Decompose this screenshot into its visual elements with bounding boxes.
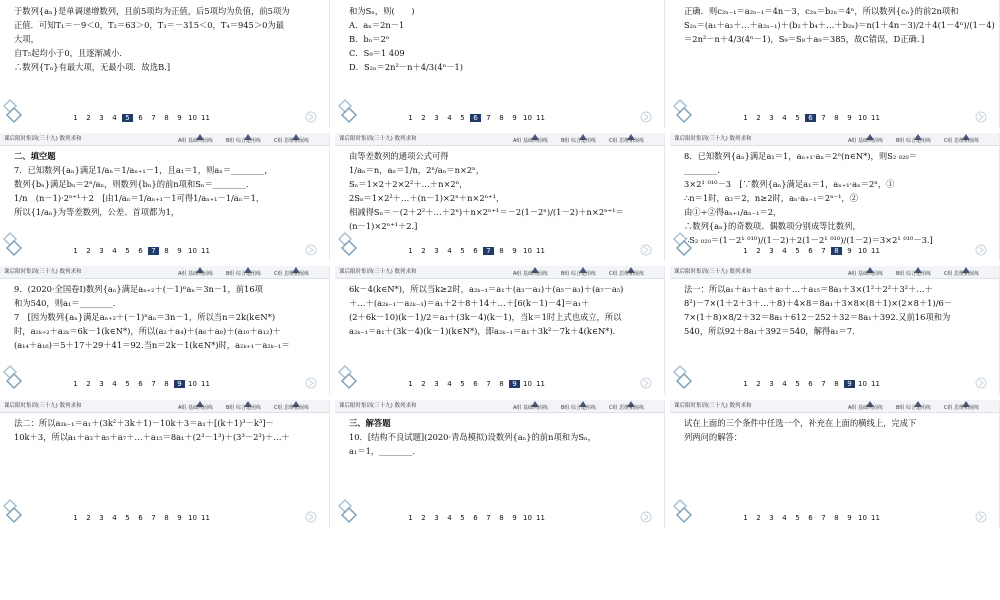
tab-a[interactable]: A组 基础巩固练 <box>513 138 549 144</box>
page-number[interactable]: 5 <box>125 380 130 388</box>
slide-header <box>670 266 999 279</box>
tab-c[interactable]: C组 思维拓展练 <box>944 271 980 277</box>
page-number[interactable]: 10 <box>858 514 867 522</box>
page-number[interactable]: 5 <box>460 380 465 388</box>
slide-header <box>0 266 329 279</box>
page-number[interactable]: 2 <box>421 247 426 255</box>
page-number[interactable]: 8 <box>831 247 842 255</box>
nav-arrows-icon[interactable] <box>283 110 323 124</box>
lesson-label: 课后限时集训(三十九) 数列求和 <box>674 403 752 409</box>
slide-header <box>670 400 999 413</box>
page-navigator <box>740 114 883 122</box>
page-number[interactable]: 11 <box>871 514 880 522</box>
page-number[interactable]: 9 <box>512 247 517 255</box>
page-number[interactable]: 3 <box>769 247 774 255</box>
page-number[interactable]: 10 <box>188 114 197 122</box>
text-line: ________． <box>684 165 726 175</box>
text-line: 正确．则c₂ₙ₋₁＝a₂ₙ₋₁＝4n－3，c₂ₙ＝b₂ₙ＝4ⁿ，所以数列{cₙ}的前2n项和 <box>684 6 959 16</box>
tab-a[interactable]: A组 基础巩固练 <box>513 405 549 411</box>
page-number[interactable]: 1 <box>743 114 748 122</box>
text-line: 540，所以92＋8a₁＋392＝540，解得a₁＝7. <box>684 326 855 336</box>
page-number[interactable]: 4 <box>112 247 117 255</box>
slide-header <box>335 133 664 146</box>
page-number[interactable]: 9 <box>512 514 517 522</box>
slide-text <box>684 149 993 247</box>
page-number[interactable]: 10 <box>858 247 867 255</box>
text-line: D．S₂ₙ＝2n²－n＋4/3(4ⁿ－1) <box>349 62 464 72</box>
slide-text <box>14 149 323 219</box>
tab-b[interactable]: B组 综合运用练 <box>226 271 262 277</box>
slide-thumbnail[interactable] <box>670 0 1000 128</box>
text-line: Sₙ＝1×2＋2×2²＋…＋n×2ⁿ， <box>349 179 468 189</box>
page-number[interactable]: 11 <box>201 380 210 388</box>
slide-thumbnail[interactable] <box>0 0 330 128</box>
page-number[interactable]: 7 <box>151 380 156 388</box>
page-navigator <box>740 514 883 522</box>
slide-text <box>14 282 323 352</box>
slide-thumbnail[interactable] <box>670 400 1000 528</box>
page-number[interactable]: 6 <box>808 247 813 255</box>
page-number[interactable]: 7 <box>486 514 491 522</box>
tab-a[interactable]: A组 基础巩固练 <box>513 271 549 277</box>
page-number[interactable]: 7 <box>821 514 826 522</box>
text-line: ＝2n²－n＋4/3(4ⁿ－1)，S₉＝S₈＋a₉＝385，故C错误，D正确．] <box>684 34 925 44</box>
page-number[interactable]: 10 <box>858 114 867 122</box>
text-line: 二、填空题 <box>14 151 56 161</box>
page-number[interactable]: 1 <box>73 514 78 522</box>
nav-arrows-icon[interactable] <box>283 243 323 257</box>
text-line: 8²)－7×(1＋2＋3＋…＋8)＋4×8＝8a₁＋3×8×(8＋1)×(2×8＋1)/6－ <box>684 298 953 308</box>
page-number[interactable]: 3 <box>99 114 104 122</box>
page-navigator <box>740 380 883 388</box>
slide-text <box>14 416 323 444</box>
tab-b[interactable]: B组 综合运用练 <box>896 405 932 411</box>
page-number[interactable]: 4 <box>782 114 787 122</box>
page-number[interactable]: 4 <box>112 380 117 388</box>
page-number[interactable]: 9 <box>847 247 852 255</box>
text-line: 大项， <box>14 34 39 44</box>
slide-text <box>14 4 323 74</box>
text-line: 7 [因为数列{aₙ}满足aₙ₊₂＋(－1)ⁿaₙ＝3n－1，所以当n＝2k(k∈N*) <box>14 312 276 322</box>
tab-a[interactable]: A组 基础巩固练 <box>848 405 884 411</box>
page-number[interactable]: 8 <box>164 514 169 522</box>
page-number[interactable]: 8 <box>834 114 839 122</box>
slide-text <box>349 416 658 458</box>
page-number[interactable]: 9 <box>844 380 855 388</box>
slide-text <box>349 4 658 74</box>
page-navigator <box>70 380 213 388</box>
page-navigator <box>405 114 548 122</box>
lesson-label: 课后限时集训(三十九) 数列求和 <box>4 269 82 275</box>
diamond-decoration-icon <box>2 498 28 524</box>
text-line: 10k＋3，所以a₁＋a₃＋a₅＋a₇＋…＋a₁₅＝8a₁＋(2³－1³)＋(3³－2³)＋…＋ <box>14 432 290 442</box>
lesson-label: 课后限时集训(三十九) 数列求和 <box>674 269 752 275</box>
page-number[interactable]: 2 <box>86 247 91 255</box>
text-line: ＋…＋(a₂ₖ₋₁－a₂ₖ₋₃)＝a₁＋2＋8＋14＋…＋[6(k－1)－4]＝a₁＋ <box>349 298 590 308</box>
text-line: (2＋6k－10)(k－1)/2＝a₁＋(3k－4)(k－1)，当k＝1时上式也成立，所以 <box>349 312 622 322</box>
page-number[interactable]: 10 <box>523 514 532 522</box>
page-number[interactable]: 6 <box>138 114 143 122</box>
text-line: 相减得Sₙ＝－(2＋2²＋…＋2ⁿ)＋n×2ⁿ⁺¹＝－2(1－2ⁿ)/(1－2)＋n×2ⁿ⁺¹＝ <box>349 207 624 217</box>
diamond-decoration-icon <box>672 98 698 124</box>
tab-b[interactable]: B组 综合运用练 <box>561 138 597 144</box>
text-line: 3×2¹ ⁰¹⁰－3 [∵数列{aₙ}满足a₁＝1，aₙ₊₁·aₙ＝2ⁿ，① <box>684 179 895 189</box>
page-number[interactable]: 9 <box>177 247 182 255</box>
page-number[interactable]: 7 <box>486 114 491 122</box>
page-number[interactable]: 4 <box>447 247 452 255</box>
diamond-decoration-icon <box>2 98 28 124</box>
page-number[interactable]: 2 <box>86 114 91 122</box>
page-number[interactable]: 4 <box>782 514 787 522</box>
lesson-label: 课后限时集训(三十九) 数列求和 <box>674 136 752 142</box>
tab-b[interactable]: B组 综合运用练 <box>226 405 262 411</box>
nav-arrows-icon[interactable] <box>618 243 658 257</box>
page-number[interactable]: 4 <box>447 380 452 388</box>
diamond-decoration-icon <box>337 364 363 390</box>
text-line: 法二：所以a₂ₖ₋₁＝a₁＋(3k²＋3k＋1)－10k＋3＝a₁＋[(k＋1)³－k³]－ <box>14 418 274 428</box>
tab-a[interactable]: A组 基础巩固练 <box>848 138 884 144</box>
text-line: 三、解答题 <box>349 418 391 428</box>
page-number[interactable]: 5 <box>460 247 465 255</box>
page-number[interactable]: 9 <box>177 514 182 522</box>
page-number[interactable]: 11 <box>871 247 880 255</box>
text-line: 1/n (n－1)·2ⁿ⁺¹＋2 [由1/aₙ＝1/aₙ₊₁－1可得1/aₙ₊₁－1/aₙ＝1， <box>14 193 265 203</box>
text-line: A．aₙ＝2n－1 <box>349 20 405 30</box>
text-line: 试在上面的三个条件中任选一个，补充在上面的横线上，完成下 <box>684 418 917 428</box>
page-number[interactable]: 1 <box>408 514 413 522</box>
page-number[interactable]: 10 <box>858 380 867 388</box>
tab-c[interactable]: C组 思维拓展练 <box>944 138 980 144</box>
page-number[interactable]: 6 <box>808 380 813 388</box>
page-number[interactable]: 9 <box>509 380 520 388</box>
text-line: 6k－4(k∈N*)，所以当k≥2时，a₂ₖ₋₁＝a₁＋(a₃－a₁)＋(a₅－a₃)＋(a₇－a₅) <box>349 284 624 294</box>
page-number[interactable]: 6 <box>473 514 478 522</box>
page-number[interactable]: 7 <box>148 247 159 255</box>
text-line: 所以{1/aₙ}为等差数列，公差、首项都为1， <box>14 207 180 217</box>
page-number[interactable]: 5 <box>460 114 465 122</box>
tab-b[interactable]: B组 综合运用练 <box>896 271 932 277</box>
text-line: 自T₅起均小于0，且逐渐减小． <box>14 48 128 58</box>
page-number[interactable]: 1 <box>743 380 748 388</box>
page-number[interactable]: 5 <box>795 514 800 522</box>
text-line: 8．已知数列{aₙ}满足a₁＝1，aₙ₊₁·aₙ＝2ⁿ(n∈N*)，则S₂ ₀₂₀＝ <box>684 151 918 161</box>
page-number[interactable]: 11 <box>871 380 880 388</box>
page-number[interactable]: 9 <box>174 380 185 388</box>
page-number[interactable]: 3 <box>434 380 439 388</box>
nav-arrows-icon[interactable] <box>953 376 993 390</box>
text-line: a₂ₖ₋₁＝a₁＋(3k－4)(k－1)(k∈N*)，即a₂ₖ₋₁＝a₁＋3k²－7k＋4(k∈N*)． <box>349 326 621 336</box>
text-line: 时，a₂ₖ₊₂＋a₂ₖ＝6k－1(k∈N*)，所以(a₂＋a₄)＋(a₆＋a₈)＋(a₁₀＋a₁₂)＋ <box>14 326 281 336</box>
nav-arrows-icon[interactable] <box>283 510 323 524</box>
page-number[interactable]: 5 <box>125 247 130 255</box>
lesson-label: 课后限时集训(三十九) 数列求和 <box>339 403 417 409</box>
page-number[interactable]: 2 <box>421 114 426 122</box>
page-number[interactable]: 1 <box>73 380 78 388</box>
page-number[interactable]: 8 <box>164 247 169 255</box>
tab-b[interactable]: B组 综合运用练 <box>226 138 262 144</box>
page-number[interactable]: 7 <box>483 247 494 255</box>
tab-c[interactable]: C组 思维拓展练 <box>609 271 645 277</box>
page-number[interactable]: 7 <box>821 247 826 255</box>
page-number[interactable]: 10 <box>188 514 197 522</box>
page-number[interactable]: 1 <box>73 247 78 255</box>
page-number[interactable]: 6 <box>805 114 816 122</box>
tab-a[interactable]: A组 基础巩固练 <box>178 405 214 411</box>
text-line: (n－1)×2ⁿ⁺¹＋2.] <box>349 221 418 231</box>
text-line: a₁＝1，________． <box>349 446 421 456</box>
page-number[interactable]: 11 <box>201 247 210 255</box>
page-navigator <box>70 247 213 255</box>
page-number[interactable]: 11 <box>201 114 210 122</box>
slide-text <box>684 4 993 46</box>
page-number[interactable]: 4 <box>782 380 787 388</box>
page-number[interactable]: 9 <box>177 114 182 122</box>
text-line: 正值．可知T₁＝－9＜0，T₂＝63＞0，T₃＝－315＜0，T₄＝945＞0为最 <box>14 20 285 30</box>
page-number[interactable]: 1 <box>408 380 413 388</box>
text-line: 和为Sₙ，则( ) <box>349 6 415 16</box>
text-line: 数列{bₙ}满足bₙ＝2ⁿ/aₙ，则数列{bₙ}的前n项和Sₙ＝________． <box>14 179 255 189</box>
text-line: 列两问的解答： <box>684 432 743 442</box>
page-number[interactable]: 4 <box>447 114 452 122</box>
page-number[interactable]: 10 <box>523 247 532 255</box>
nav-arrows-icon[interactable] <box>618 110 658 124</box>
slide-text <box>349 149 658 233</box>
page-number[interactable]: 8 <box>834 514 839 522</box>
page-number[interactable]: 8 <box>499 514 504 522</box>
page-number[interactable]: 3 <box>434 114 439 122</box>
text-line: 9．(2020·全国卷Ⅰ)数列{aₙ}满足aₙ₊₂＋(－1)ⁿaₙ＝3n－1，前16项 <box>14 284 263 294</box>
page-number[interactable]: 5 <box>122 114 133 122</box>
nav-arrows-icon[interactable] <box>618 376 658 390</box>
text-line: (a₁₄＋a₁₆)＝5＋17＋29＋41＝92.当n＝2k－1(k∈N*)时，a₂ₖ₊₁－a₂ₖ₋₁＝ <box>14 340 290 350</box>
page-number[interactable]: 6 <box>470 114 481 122</box>
page-number[interactable]: 11 <box>536 247 545 255</box>
page-navigator <box>70 114 213 122</box>
text-line: 7．已知数列{aₙ}满足1/aₙ＝1/aₙ₊₁－1，且a₁＝1，则aₙ＝________， <box>14 165 273 175</box>
tab-a[interactable]: A组 基础巩固练 <box>178 271 214 277</box>
nav-arrows-icon[interactable] <box>953 243 993 257</box>
text-line: 由①÷②得aₙ₊₁/aₙ₋₁＝2， <box>684 207 782 217</box>
page-number[interactable]: 6 <box>138 247 143 255</box>
diamond-decoration-icon <box>2 364 28 390</box>
page-number[interactable]: 3 <box>99 514 104 522</box>
page-number[interactable]: 2 <box>756 380 761 388</box>
page-number[interactable]: 5 <box>795 380 800 388</box>
page-number[interactable]: 4 <box>112 514 117 522</box>
slide-header <box>670 133 999 146</box>
text-line: C．S₉＝1 409 <box>349 48 405 58</box>
slide-thumbnail[interactable] <box>335 266 665 394</box>
slide-thumbnail[interactable] <box>335 0 665 128</box>
diamond-decoration-icon <box>337 98 363 124</box>
text-line: 10．[结构不良试题](2020·青岛模拟)设数列{aₙ}的前n项和为Sₙ， <box>349 432 596 442</box>
page-number[interactable]: 4 <box>112 114 117 122</box>
page-number[interactable]: 9 <box>512 114 517 122</box>
page-number[interactable]: 11 <box>536 114 545 122</box>
lesson-label: 课后限时集训(三十九) 数列求和 <box>4 136 82 142</box>
tab-c[interactable]: C组 思维拓展练 <box>274 405 310 411</box>
text-line: 2Sₙ＝1×2²＋…＋(n－1)×2ⁿ＋n×2ⁿ⁺¹， <box>349 193 505 203</box>
text-line: B．bₙ＝2ⁿ <box>349 34 390 44</box>
page-number[interactable]: 7 <box>151 514 156 522</box>
page-number[interactable]: 3 <box>434 514 439 522</box>
slide-text <box>684 416 993 444</box>
page-number[interactable]: 2 <box>421 380 426 388</box>
page-number[interactable]: 2 <box>756 114 761 122</box>
tab-c[interactable]: C组 思维拓展练 <box>274 138 310 144</box>
slide-header <box>335 400 664 413</box>
slide-text <box>684 282 993 338</box>
tab-b[interactable]: B组 综合运用练 <box>896 138 932 144</box>
nav-arrows-icon[interactable] <box>953 510 993 524</box>
page-number[interactable]: 5 <box>125 514 130 522</box>
nav-arrows-icon[interactable] <box>953 110 993 124</box>
page-number[interactable]: 5 <box>795 114 800 122</box>
slide-thumbnail[interactable] <box>335 400 665 528</box>
tab-c[interactable]: C组 思维拓展练 <box>944 405 980 411</box>
diamond-decoration-icon <box>337 231 363 257</box>
page-number[interactable]: 8 <box>834 380 839 388</box>
page-number[interactable]: 3 <box>769 514 774 522</box>
page-number[interactable]: 11 <box>536 514 545 522</box>
text-line: ∴n＝1时，a₂＝2，n≥2时，aₙ·aₙ₋₁＝2ⁿ⁻¹，② <box>684 193 858 203</box>
diamond-decoration-icon <box>337 498 363 524</box>
page-number[interactable]: 2 <box>421 514 426 522</box>
page-number[interactable]: 1 <box>73 114 78 122</box>
page-number[interactable]: 5 <box>795 247 800 255</box>
text-line: 于数列{aₙ}是单调递增数列，且前5项均为正值，后5项均为负值，前5项为 <box>14 6 290 16</box>
tab-c[interactable]: C组 思维拓展练 <box>609 405 645 411</box>
page-number[interactable]: 6 <box>808 514 813 522</box>
page-number[interactable]: 7 <box>486 380 491 388</box>
page-number[interactable]: 4 <box>782 247 787 255</box>
page-number[interactable]: 2 <box>86 514 91 522</box>
page-number[interactable]: 9 <box>847 514 852 522</box>
tab-c[interactable]: C组 思维拓展练 <box>609 138 645 144</box>
page-number[interactable]: 11 <box>536 380 545 388</box>
page-number[interactable]: 1 <box>743 514 748 522</box>
nav-arrows-icon[interactable] <box>283 376 323 390</box>
nav-arrows-icon[interactable] <box>618 510 658 524</box>
text-line: 由等差数列的通项公式可得 <box>349 151 449 161</box>
page-number[interactable]: 4 <box>447 514 452 522</box>
tab-a[interactable]: A组 基础巩固练 <box>848 271 884 277</box>
page-number[interactable]: 11 <box>201 514 210 522</box>
tab-b[interactable]: B组 综合运用练 <box>561 405 597 411</box>
tab-a[interactable]: A组 基础巩固练 <box>178 138 214 144</box>
diamond-decoration-icon <box>2 231 28 257</box>
lesson-label: 课后限时集训(三十九) 数列求和 <box>339 269 417 275</box>
slide-header <box>335 266 664 279</box>
page-navigator <box>740 247 883 255</box>
text-line: 法一：所以a₁＋a₃＋a₅＋a₇＋…＋a₁₅＝8a₁＋3×(1²＋2²＋3²＋…＋ <box>684 284 933 294</box>
slide-thumbnail[interactable] <box>670 133 1000 261</box>
slide-thumbnail[interactable] <box>670 266 1000 394</box>
text-line: ∴数列{Tₙ}有最大项，无最小项．故选B.] <box>14 62 171 72</box>
page-number[interactable]: 2 <box>86 380 91 388</box>
page-number[interactable]: 1 <box>408 114 413 122</box>
page-number[interactable]: 9 <box>847 114 852 122</box>
page-number[interactable]: 8 <box>164 380 169 388</box>
page-number[interactable]: 3 <box>434 247 439 255</box>
page-number[interactable]: 8 <box>499 114 504 122</box>
page-navigator <box>405 514 548 522</box>
page-number[interactable]: 6 <box>138 380 143 388</box>
diamond-decoration-icon <box>672 364 698 390</box>
page-number[interactable]: 3 <box>769 114 774 122</box>
page-number[interactable]: 10 <box>523 380 532 388</box>
page-number[interactable]: 5 <box>460 514 465 522</box>
lesson-label: 课后限时集训(三十九) 数列求和 <box>4 403 82 409</box>
tab-c[interactable]: C组 思维拓展练 <box>274 271 310 277</box>
page-number[interactable]: 1 <box>408 247 413 255</box>
page-number[interactable]: 6 <box>473 380 478 388</box>
slide-header <box>0 133 329 146</box>
page-number[interactable]: 11 <box>871 114 880 122</box>
slide-thumbnail[interactable] <box>0 133 330 261</box>
page-navigator <box>70 514 213 522</box>
text-line: S₂ₙ＝(a₁＋a₃＋…＋a₂ₙ₋₁)＋(b₂＋b₄＋…＋b₂ₙ)＝n(1＋4n－3)/2＋4(1－4ⁿ)/(1－4) <box>684 20 995 30</box>
page-number[interactable]: 1 <box>743 247 748 255</box>
page-number[interactable]: 2 <box>756 247 761 255</box>
page-navigator <box>405 247 548 255</box>
page-number[interactable]: 8 <box>499 247 504 255</box>
text-line: ∴数列{aₙ}的奇数项、偶数项分别成等比数列， <box>684 221 861 231</box>
tab-b[interactable]: B组 综合运用练 <box>561 271 597 277</box>
page-number[interactable]: 7 <box>821 380 826 388</box>
page-number[interactable]: 3 <box>99 380 104 388</box>
page-number[interactable]: 6 <box>473 247 478 255</box>
diamond-decoration-icon <box>672 498 698 524</box>
page-number[interactable]: 7 <box>821 114 826 122</box>
diamond-decoration-icon <box>672 231 698 257</box>
page-number[interactable]: 6 <box>138 514 143 522</box>
slide-text <box>349 282 658 338</box>
page-number[interactable]: 10 <box>188 247 197 255</box>
slide-thumbnail[interactable] <box>0 400 330 528</box>
slide-header <box>0 400 329 413</box>
page-number[interactable]: 8 <box>499 380 504 388</box>
page-number[interactable]: 10 <box>188 380 197 388</box>
page-number[interactable]: 3 <box>769 380 774 388</box>
page-number[interactable]: 8 <box>164 114 169 122</box>
text-line: 7×(1＋8)×8/2＋32＝8a₁＋612－252＋32＝8a₁＋392.又前16项和为 <box>684 312 951 322</box>
page-number[interactable]: 2 <box>756 514 761 522</box>
slide-thumbnail[interactable] <box>0 266 330 394</box>
slide-thumbnail[interactable] <box>335 133 665 261</box>
page-number[interactable]: 3 <box>99 247 104 255</box>
text-line: ∴S₂ ₀₂₀＝(1－2¹ ⁰¹⁰)/(1－2)＋2(1－2¹ ⁰¹⁰)/(1－2)＝3×2¹ ⁰¹⁰－3.] <box>684 235 933 245</box>
lesson-label: 课后限时集训(三十九) 数列求和 <box>339 136 417 142</box>
text-line: 和为540，则a₁＝________． <box>14 298 122 308</box>
text-line: 1/aₙ＝n，aₙ＝1/n，2ⁿ/aₙ＝n×2ⁿ， <box>349 165 485 175</box>
page-navigator <box>405 380 548 388</box>
page-number[interactable]: 10 <box>523 114 532 122</box>
page-number[interactable]: 7 <box>151 114 156 122</box>
